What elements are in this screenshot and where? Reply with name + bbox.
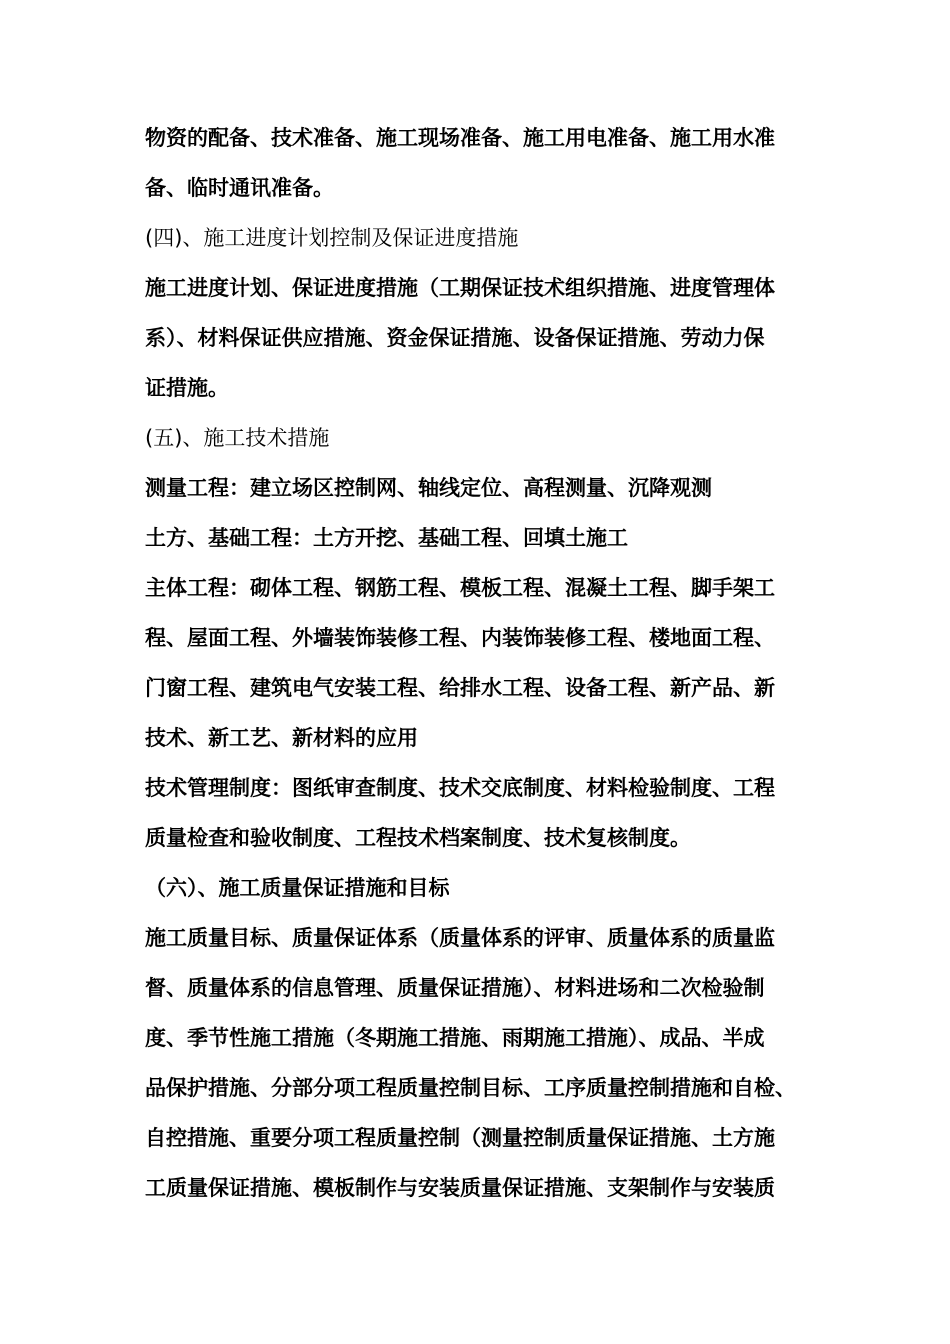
document-body [145, 113, 809, 1213]
section-heading-5: (五)、施工技术措施 [145, 426, 330, 450]
body-line: 证措施。 [145, 376, 229, 400]
body-line: 程、屋面工程、外墙装饰装修工程、内装饰装修工程、楼地面工程、 [145, 626, 775, 650]
body-line: 施工质量目标、质量保证体系（质量体系的评审、质量体系的质量监 [145, 926, 775, 950]
body-line: 门窗工程、建筑电气安装工程、给排水工程、设备工程、新产品、新 [145, 676, 775, 700]
body-line: 技术管理制度：图纸审查制度、技术交底制度、材料检验制度、工程 [145, 776, 775, 800]
body-line: 品保护措施、分部分项工程质量控制目标、工序质量控制措施和自检、 [145, 1076, 796, 1100]
body-line: 主体工程：砌体工程、钢筋工程、模板工程、混凝土工程、脚手架工 [145, 576, 775, 600]
body-line: 备、临时通讯准备。 [145, 176, 334, 200]
body-line: 施工进度计划、保证进度措施（工期保证技术组织措施、进度管理体 [145, 276, 775, 300]
body-line: 督、质量体系的信息管理、质量保证措施）、材料进场和二次检验制 [145, 976, 765, 1000]
body-line: 质量检查和验收制度、工程技术档案制度、技术复核制度。 [145, 826, 691, 850]
body-line: 土方、基础工程：土方开挖、基础工程、回填土施工 [145, 526, 628, 550]
body-line: 物资的配备、技术准备、施工现场准备、施工用电准备、施工用水准 [145, 126, 775, 150]
body-line: 系）、材料保证供应措施、资金保证措施、设备保证措施、劳动力保 [145, 326, 765, 350]
section-heading-6: （六）、施工质量保证措施和目标 [145, 876, 450, 900]
body-line: 测量工程：建立场区控制网、轴线定位、高程测量、沉降观测 [145, 476, 712, 500]
body-line: 自控措施、重要分项工程质量控制（测量控制质量保证措施、土方施 [145, 1126, 775, 1150]
section-heading-4: (四)、施工进度计划控制及保证进度措施 [145, 226, 519, 250]
body-line: 工质量保证措施、模板制作与安装质量保证措施、支架制作与安装质 [145, 1176, 775, 1200]
body-line: 技术、新工艺、新材料的应用 [145, 726, 418, 750]
body-line: 度、季节性施工措施（冬期施工措施、雨期施工措施）、成品、半成 [145, 1026, 765, 1050]
